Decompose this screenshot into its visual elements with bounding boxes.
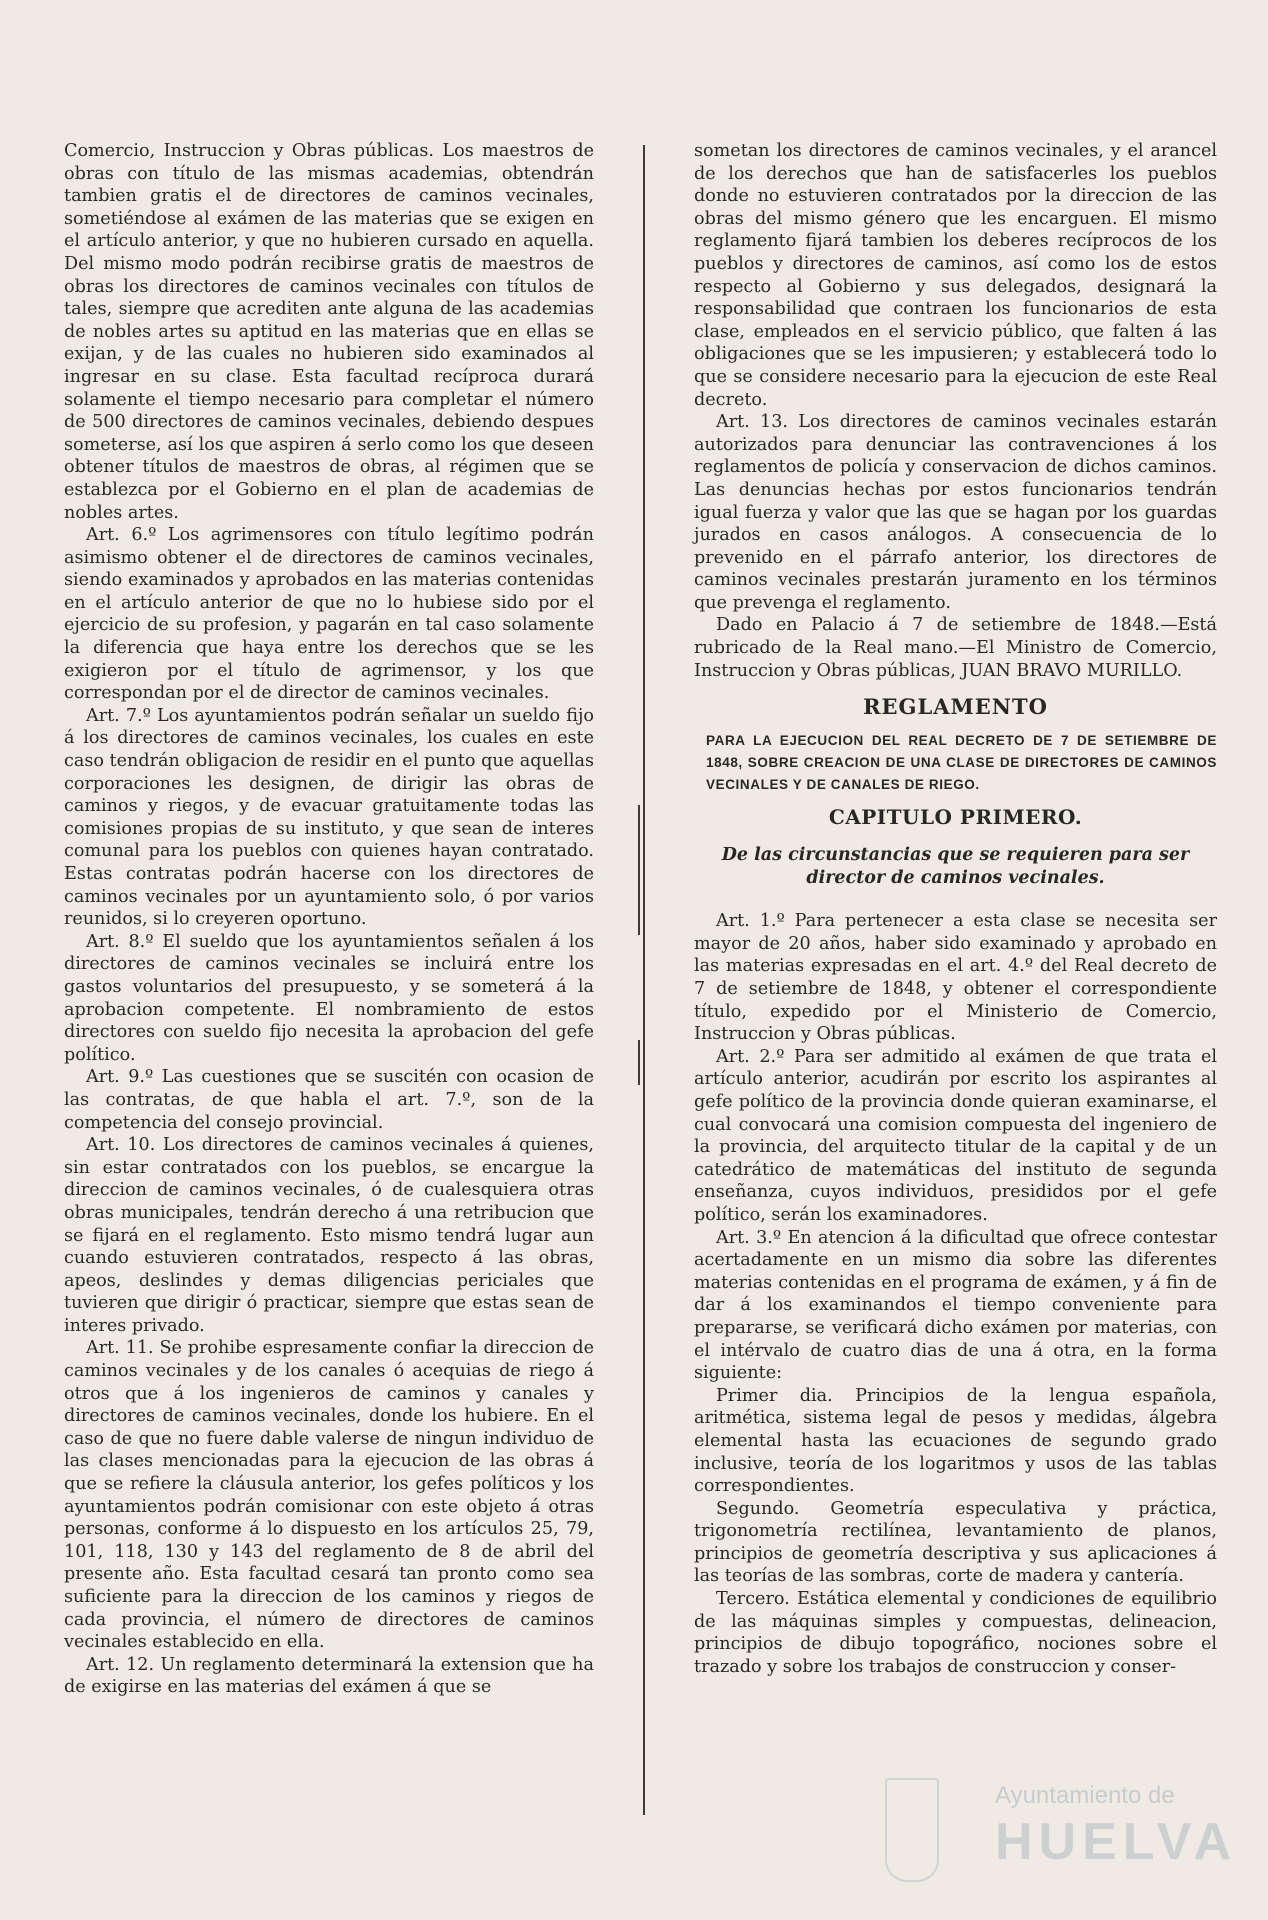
margin-mark [638, 805, 640, 935]
column-divider [643, 145, 645, 1815]
chapter-heading: CAPITULO PRIMERO. [828, 805, 1083, 830]
paragraph-art-11: Art. 11. Se prohibe espresamente confiar la direccion de caminos vecinales y de los canales ó acequias de riego á otros que á los ingenieros de caminos y canales y directores de caminos vecinales, donde los hubiere. En el caso de que no fuere dable valerse de ningun individuo de las clases mencionadas para la ejecucion de las obras á que se refiere la cláusula anterior, los gefes políticos y los ayuntamientos podrán comisionar con este objeto á otras personas, conforme á lo dispuesto en los artículos 25, 79, 101, 118, 130 y 143 del reglamento de 8 de abril del presente año. Esta facultad cesará tan pronto como sea suficiente para la direccion de los caminos y riegos de cada provincia, el número de directores de caminos vecinales establecido en ella. [64, 1338, 594, 1653]
paragraph-art-12-cont: sometan los directores de caminos vecinales, y el arancel de los derechos que han de satisfacerles los pueblos donde no estuvieren contratados por la direccion de las obras del mismo género que les encarguen. El mismo reglamento fijará tambien los deberes recíprocos de los pueblos y directores de caminos, así como los de estos respecto al Gobierno y sus delegados, designará la responsabilidad que contraen los funcionarios de esta clase, empleados en el servicio público, que falten á las obligaciones que se les impusieren; y establecerá todo lo que se considere necesario para la ejecucion de este Real decreto. [694, 141, 1217, 410]
paragraph-art-13: Art. 13. Los directores de caminos vecinales estarán autorizados para denunciar las contravenciones á los reglamentos de policía y conservacion de dichos caminos. Las denuncias hechas por estos funcionarios tendrán igual fuerza y valor que las que se hagan por los guardas jurados en casos análogos. A consecuencia de lo prevenido en el párrafo anterior, los directores de caminos vecinales prestarán juramento en los términos que prevenga el reglamento. [694, 412, 1217, 613]
paragraph-intro: Comercio, Instruccion y Obras públicas. Los maestros de obras con título de las mismas academias, obtendrán tambien gratis el de directores de caminos vecinales, sometiéndose al exámen de las materias que se exigen en el artículo anterior, y que no hubieren cursado en aquella. Del mismo modo podrán recibirse gratis de maestros de obras los directores de caminos vecinales con títulos de tales, siempre que acrediten ante alguna de las academias de nobles artes su aptitud en las materias que en ellas se exijan, y de las cuales no hubieren sido examinados al ingresar en su clase. Esta facultad recíproca durará solamente el tiempo necesario para completar el número de 500 directores de caminos vecinales, debiendo despues someterse, así los que aspiren á serlo como los que deseen obtener títulos de maestros de obras, al régimen que se establezca por el Gobierno en el plan de academias de nobles artes. [64, 141, 594, 523]
paragraph-art-6: Art. 6.º Los agrimensores con título legítimo podrán asimismo obtener el de directores de caminos vecinales, siendo examinados y aprobados en las materias contenidas en el artículo anterior de que no lo hubiese sido por el ejercicio de su profesion, y pagarán en tal caso solamente la diferencia que haya entre los derechos que se les exigieron por el título de agrimensor, y los que correspondan por el de director de caminos vecinales. [64, 525, 594, 704]
right-column [694, 140, 1217, 1678]
paragraph-segundo: Segundo. Geometría especulativa y práctica, trigonometría rectilínea, levantamiento de planos, principios de geometría descriptiva y sus aplicaciones á las teorías de las sombras, corte de madera y cantería. [694, 1498, 1217, 1587]
watermark-line-1: Ayuntamiento de [995, 1782, 1175, 1809]
chapter-subtitle: De las circunstancias que se requieren para ser director de caminos vecinales. [721, 845, 1190, 889]
paragraph-signature: Dado en Palacio á 7 de setiembre de 1848.—Está rubricado de la Real mano.—El Ministro de Comercio, Instruccion y Obras públicas, JUAN BRAVO MURILLO. [694, 615, 1217, 681]
paragraph-art-10: Art. 10. Los directores de caminos vecinales á quienes, sin estar contratados con los pueblos, se encargue la direccion de caminos vecinales, ó de cualesquiera otras obras municipales, tendrán derecho á una retribucion que se fijará en el reglamento. Esto mismo tendrá lugar aun cuando estuvieren contratados, respecto á las obras, apeos, deslindes y demas diligencias periciales que tuvieren que dirigir ó practicar, siempre que estas sean de interes privado. [64, 1135, 594, 1336]
reglamento-subtitle: PARA LA EJECUCION DEL REAL DECRETO DE 7 DE SETIEMBRE DE 1848, SOBRE CREACION DE UNA CLASE DE DIRECTORES DE CAMINOS VECINALES Y DE CANALES DE RIEGO. [706, 733, 1217, 793]
paragraph-regl-art-2: Art. 2.º Para ser admitido al exámen de que trata el artículo anterior, acudirán por escrito los aspirantes al gefe político de la provincia donde quieran examinarse, el cual convocará una comision compuesta del ingeniero de la provincia, del arquitecto titular de la capital y de un catedrático de matemáticas del instituto de segunda enseñanza, cuyos individuos, presididos por el gefe político, serán los examinadores. [694, 1046, 1217, 1225]
left-column [64, 140, 594, 1699]
paragraph-art-7: Art. 7.º Los ayuntamientos podrán señalar un sueldo fijo á los directores de caminos vecinales, los cuales en este caso tendrán obligacion de residir en el punto que aquellas corporaciones les designen, de dirigir las obras de caminos y riegos, y de evacuar gratuitamente todas las comisiones propias de su instituto, y que sean de interes comunal para los pueblos con quienes hayan contratado. Estas contratas podrán hacerse con los directores de caminos vecinales por un ayuntamiento solo, ó por varios reunidos, si lo creyeren oportuno. [64, 705, 594, 930]
paragraph-art-12: Art. 12. Un reglamento determinará la extension que ha de exigirse en las materias del exámen á que se [64, 1654, 594, 1698]
paragraph-regl-art-1: Art. 1.º Para pertenecer a esta clase se necesita ser mayor de 20 años, haber sido examinado y aprobado en las materias expresadas en el art. 4.º del Real decreto de 7 de setiembre de 1848, y obtener el correspondiente título, expedido por el Ministerio de Comercio, Instruccion y Obras públicas. [694, 911, 1217, 1045]
paragraph-art-9: Art. 9.º Las cuestiones que se suscitén con ocasion de las contratas, de que habla el art. 7.º, son de la competencia del consejo provincial. [64, 1067, 594, 1133]
shield-icon [885, 1778, 939, 1882]
watermark-line-2: HUELVA [995, 1813, 1238, 1871]
paragraph-tercero: Tercero. Estática elemental y condiciones de equilibrio de las máquinas simples y compuestas, delineacion, principios de dibujo topográfico, nociones sobre el trazado y sobre los trabajos de construccion y conser- [694, 1589, 1217, 1677]
archive-watermark [885, 1778, 1245, 1888]
paragraph-regl-art-3: Art. 3.º En atencion á la dificultad que ofrece contestar acertadamente en un mismo dia sobre las diferentes materias contenidas en el programa de exámen, y á fin de dar á los examinandos el tiempo conveniente para prepararse, se verificará dicho exámen por materias, con el intérvalo de cuatro dias de una á otra, en la forma siguiente: [694, 1227, 1217, 1384]
paragraph-art-8: Art. 8.º El sueldo que los ayuntamientos señalen á los directores de caminos vecinales se incluirá entre los gastos voluntarios del presupuesto, y se someterá á la aprobacion competente. El nombramiento de estos directores con sueldo fijo necesita la aprobacion del gefe político. [64, 931, 594, 1065]
paragraph-primer-dia: Primer dia. Principios de la lengua española, aritmética, sistema legal de pesos y medidas, álgebra elemental hasta las ecuaciones de segundo grado inclusive, teoría de los logaritmos y usos de las tablas correspondientes. [694, 1385, 1217, 1497]
reglamento-title: REGLAMENTO [863, 694, 1048, 720]
margin-mark [638, 1040, 640, 1085]
